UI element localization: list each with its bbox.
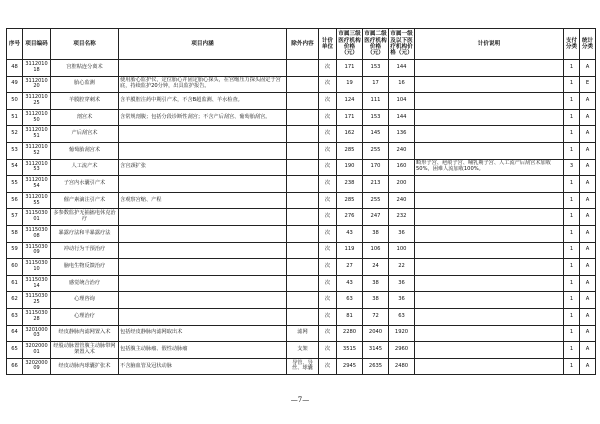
cell-stat-class: E (580, 76, 596, 93)
cell-note (415, 242, 564, 259)
cell-pay-class: 3 (564, 159, 580, 176)
price-table (6, 28, 596, 375)
cell-price-tier3: 171 (337, 109, 363, 126)
cell-price-tier1: 36 (389, 225, 415, 242)
cell-seq: 62 (7, 292, 23, 309)
cell-content (119, 60, 287, 77)
cell-stat-class: A (580, 275, 596, 292)
cell-stat-class: A (580, 60, 596, 77)
cell-price-tier3: 162 (337, 126, 363, 143)
cell-code: 311201025 (23, 93, 51, 110)
cell-excluded (287, 308, 319, 325)
cell-note (415, 109, 564, 126)
header-row (7, 29, 596, 60)
cell-price-tier1: 160 (389, 159, 415, 176)
cell-note (415, 176, 564, 193)
cell-price-tier3: 190 (337, 159, 363, 176)
cell-pay-class: 1 (564, 192, 580, 209)
cell-code: 311503009 (23, 242, 51, 259)
cell-stat-class: A (580, 259, 596, 276)
cell-price-tier1: 1920 (389, 325, 415, 342)
cell-stat-class: A (580, 192, 596, 209)
cell-name: 心理治疗 (51, 308, 119, 325)
cell-code: 311201053 (23, 159, 51, 176)
cell-note (415, 93, 564, 110)
cell-price-tier3: 124 (337, 93, 363, 110)
cell-note (415, 342, 564, 359)
cell-price-tier2: 2040 (363, 325, 389, 342)
cell-excluded (287, 209, 319, 226)
cell-unit: 次 (319, 325, 337, 342)
cell-excluded (287, 259, 319, 276)
cell-pay-class: 1 (564, 292, 580, 309)
cell-stat-class: A (580, 93, 596, 110)
table-row (7, 242, 596, 259)
cell-price-tier2: 153 (363, 60, 389, 77)
cell-note (415, 76, 564, 93)
cell-price-tier1: 100 (389, 242, 415, 259)
cell-excluded (287, 76, 319, 93)
cell-name: 经股动脉置管腹主动脉带网架置入术 (51, 342, 119, 359)
cell-price-tier1: 2480 (389, 358, 415, 375)
cell-price-tier2: 38 (363, 225, 389, 242)
cell-name: 催产素滴注引产术 (51, 192, 119, 209)
table-row (7, 93, 596, 110)
cell-price-tier3: 276 (337, 209, 363, 226)
cell-content: 包括腹主动脉瘤、假性动脉瘤 (119, 342, 287, 359)
cell-price-tier3: 2280 (337, 325, 363, 342)
cell-price-tier2: 247 (363, 209, 389, 226)
header-price-tier3: 市属三级医疗机构价格（元） (337, 29, 363, 60)
cell-unit: 次 (319, 126, 337, 143)
cell-price-tier1: 63 (389, 308, 415, 325)
cell-excluded (287, 109, 319, 126)
cell-price-tier2: 213 (363, 176, 389, 193)
header-seq: 序号 (7, 29, 23, 60)
table-row (7, 176, 596, 193)
cell-note (415, 259, 564, 276)
cell-seq: 56 (7, 192, 23, 209)
header-stat-class: 统计分类 (580, 29, 596, 60)
cell-price-tier1: 2960 (389, 342, 415, 359)
cell-price-tier2: 255 (363, 192, 389, 209)
cell-name: 人工流产术 (51, 159, 119, 176)
cell-name: 产后刮宫术 (51, 126, 119, 143)
header-pay-class: 支付分类 (564, 29, 580, 60)
cell-content (119, 242, 287, 259)
cell-pay-class: 1 (564, 358, 580, 375)
cell-content (119, 209, 287, 226)
cell-unit: 次 (319, 342, 337, 359)
cell-code: 311201054 (23, 176, 51, 193)
cell-pay-class: 1 (564, 275, 580, 292)
cell-stat-class: A (580, 126, 596, 143)
cell-pay-class: 1 (564, 176, 580, 193)
cell-price-tier1: 16 (389, 76, 415, 93)
cell-code: 311503028 (23, 308, 51, 325)
cell-content: 不含脑血管及冠状动脉 (119, 358, 287, 375)
table-row (7, 142, 596, 159)
table-row (7, 225, 596, 242)
cell-price-tier2: 170 (363, 159, 389, 176)
cell-seq: 48 (7, 60, 23, 77)
table-row (7, 159, 596, 176)
cell-code: 311503014 (23, 275, 51, 292)
cell-note (415, 325, 564, 342)
cell-pay-class: 1 (564, 76, 580, 93)
cell-code: 311201020 (23, 76, 51, 93)
cell-name: 多参数监护无抽搐电休克治疗 (51, 209, 119, 226)
cell-stat-class: A (580, 159, 596, 176)
cell-content (119, 292, 287, 309)
cell-seq: 58 (7, 225, 23, 242)
table-row (7, 358, 596, 375)
cell-unit: 次 (319, 275, 337, 292)
cell-name: 脑电生物反馈治疗 (51, 259, 119, 276)
cell-seq: 52 (7, 126, 23, 143)
cell-note (415, 209, 564, 226)
cell-seq: 51 (7, 109, 23, 126)
cell-excluded (287, 242, 319, 259)
cell-excluded (287, 159, 319, 176)
cell-name: 子宫内水囊引产术 (51, 176, 119, 193)
cell-content (119, 259, 287, 276)
cell-unit: 次 (319, 192, 337, 209)
cell-price-tier3: 81 (337, 308, 363, 325)
cell-name: 经皮静脉内滤网置入术 (51, 325, 119, 342)
cell-price-tier2: 17 (363, 76, 389, 93)
cell-note (415, 308, 564, 325)
cell-stat-class: A (580, 242, 596, 259)
cell-seq: 55 (7, 176, 23, 193)
cell-price-tier1: 136 (389, 126, 415, 143)
cell-code: 311201051 (23, 126, 51, 143)
cell-pay-class: 1 (564, 93, 580, 110)
cell-excluded: 滤网 (287, 325, 319, 342)
cell-seq: 57 (7, 209, 23, 226)
cell-price-tier2: 24 (363, 259, 389, 276)
cell-pay-class: 1 (564, 60, 580, 77)
cell-price-tier2: 106 (363, 242, 389, 259)
cell-note (415, 292, 564, 309)
cell-stat-class: A (580, 176, 596, 193)
page-number: —7— (290, 396, 310, 404)
cell-price-tier1: 232 (389, 209, 415, 226)
cell-content: 含常规剖腹；包括分段诊断性刮宫；不含产后刮宫、葡萄胎刮宫。 (119, 109, 287, 126)
cell-name: 冲动行为干预治疗 (51, 242, 119, 259)
cell-unit: 次 (319, 60, 337, 77)
cell-unit: 次 (319, 225, 337, 242)
cell-stat-class: A (580, 292, 596, 309)
header-code: 项目编码 (23, 29, 51, 60)
cell-seq: 49 (7, 76, 23, 93)
cell-code: 320200001 (23, 342, 51, 359)
cell-pay-class: 1 (564, 109, 580, 126)
cell-excluded (287, 176, 319, 193)
cell-pay-class: 1 (564, 209, 580, 226)
cell-content (119, 176, 287, 193)
cell-name: 心理咨询 (51, 292, 119, 309)
cell-seq: 66 (7, 358, 23, 375)
cell-content (119, 225, 287, 242)
table-row (7, 126, 596, 143)
cell-pay-class: 1 (564, 259, 580, 276)
cell-name: 感觉统合治疗 (51, 275, 119, 292)
table-row (7, 76, 596, 93)
cell-seq: 53 (7, 142, 23, 159)
cell-price-tier3: 19 (337, 76, 363, 93)
cell-unit: 次 (319, 242, 337, 259)
cell-stat-class: A (580, 142, 596, 159)
cell-content: 含羊膜腔注药中期引产术，不含B超监测、羊水检查。 (119, 93, 287, 110)
cell-content: 含宫颈扩张 (119, 159, 287, 176)
cell-note: 畸形子宫、疤痕子宫、哺乳期子宫、人工流产后刮宫术加收50%，困难人流加收100%。 (415, 159, 564, 176)
cell-price-tier3: 171 (337, 60, 363, 77)
cell-price-tier2: 111 (363, 93, 389, 110)
cell-unit: 次 (319, 109, 337, 126)
cell-name: 剖宫术 (51, 109, 119, 126)
header-note: 计价说明 (415, 29, 564, 60)
cell-seq: 60 (7, 259, 23, 276)
cell-unit: 次 (319, 209, 337, 226)
cell-stat-class: A (580, 325, 596, 342)
cell-content: 包括经皮静脉内滤网取出术 (119, 325, 287, 342)
cell-excluded (287, 225, 319, 242)
cell-excluded: 支架 (287, 342, 319, 359)
cell-note (415, 275, 564, 292)
cell-price-tier1: 104 (389, 93, 415, 110)
cell-code: 311503010 (23, 259, 51, 276)
cell-price-tier3: 2945 (337, 358, 363, 375)
cell-content: 使用胎心监护仪，定位胎心并固定胎心探头，在宫缩压力探头固定于宫底，持续监护20分钟，出具监护报告。 (119, 76, 287, 93)
cell-unit: 次 (319, 76, 337, 93)
cell-price-tier1: 36 (389, 292, 415, 309)
cell-price-tier3: 3515 (337, 342, 363, 359)
cell-unit: 次 (319, 93, 337, 110)
cell-note (415, 225, 564, 242)
header-unit: 计价单位 (319, 29, 337, 60)
cell-name: 羊膜腔穿刺术 (51, 93, 119, 110)
cell-note (415, 142, 564, 159)
cell-price-tier2: 145 (363, 126, 389, 143)
cell-price-tier1: 240 (389, 142, 415, 159)
cell-price-tier1: 240 (389, 192, 415, 209)
cell-price-tier1: 22 (389, 259, 415, 276)
table-row (7, 209, 596, 226)
cell-code: 311201055 (23, 192, 51, 209)
cell-price-tier3: 63 (337, 292, 363, 309)
cell-name: 宫腔粘连分离术 (51, 60, 119, 77)
cell-note (415, 358, 564, 375)
cell-excluded: 导管、导丝、球囊 (287, 358, 319, 375)
cell-seq: 54 (7, 159, 23, 176)
cell-excluded (287, 60, 319, 77)
cell-stat-class: A (580, 358, 596, 375)
cell-code: 311201018 (23, 60, 51, 77)
cell-excluded (287, 192, 319, 209)
cell-price-tier2: 2635 (363, 358, 389, 375)
cell-note (415, 60, 564, 77)
cell-code: 311201052 (23, 142, 51, 159)
cell-pay-class: 1 (564, 126, 580, 143)
cell-pay-class: 1 (564, 242, 580, 259)
cell-pay-class: 1 (564, 225, 580, 242)
table-row (7, 308, 596, 325)
cell-price-tier1: 36 (389, 275, 415, 292)
cell-unit: 次 (319, 292, 337, 309)
cell-unit: 次 (319, 358, 337, 375)
cell-price-tier3: 119 (337, 242, 363, 259)
cell-note (415, 192, 564, 209)
cell-price-tier1: 200 (389, 176, 415, 193)
header-price-tier1: 市属一级及以下医疗机构价格（元） (389, 29, 415, 60)
cell-unit: 次 (319, 159, 337, 176)
cell-price-tier2: 3145 (363, 342, 389, 359)
cell-code: 311503001 (23, 209, 51, 226)
table-row (7, 342, 596, 359)
cell-unit: 次 (319, 176, 337, 193)
table-row (7, 325, 596, 342)
header-name: 项目名称 (51, 29, 119, 60)
cell-price-tier2: 255 (363, 142, 389, 159)
cell-unit: 次 (319, 259, 337, 276)
cell-excluded (287, 275, 319, 292)
cell-pay-class: 1 (564, 325, 580, 342)
cell-code: 311201050 (23, 109, 51, 126)
cell-pay-class: 1 (564, 342, 580, 359)
cell-price-tier1: 144 (389, 60, 415, 77)
cell-price-tier3: 43 (337, 225, 363, 242)
cell-code: 320200009 (23, 358, 51, 375)
table-row (7, 292, 596, 309)
cell-stat-class: A (580, 209, 596, 226)
cell-seq: 65 (7, 342, 23, 359)
cell-seq: 63 (7, 308, 23, 325)
cell-stat-class: A (580, 308, 596, 325)
cell-price-tier2: 153 (363, 109, 389, 126)
cell-code: 311503008 (23, 225, 51, 242)
cell-content: 含观察宫缩、产程 (119, 192, 287, 209)
cell-price-tier3: 43 (337, 275, 363, 292)
cell-code: 320100003 (23, 325, 51, 342)
cell-stat-class: A (580, 109, 596, 126)
cell-price-tier2: 38 (363, 275, 389, 292)
cell-content (119, 142, 287, 159)
cell-price-tier3: 285 (337, 192, 363, 209)
cell-code: 311503025 (23, 292, 51, 309)
cell-content (119, 275, 287, 292)
cell-unit: 次 (319, 308, 337, 325)
cell-seq: 64 (7, 325, 23, 342)
table-row (7, 109, 596, 126)
cell-price-tier1: 144 (389, 109, 415, 126)
cell-seq: 59 (7, 242, 23, 259)
cell-seq: 50 (7, 93, 23, 110)
header-content: 项目内涵 (119, 29, 287, 60)
cell-note (415, 126, 564, 143)
cell-excluded (287, 93, 319, 110)
cell-name: 葡萄胎刮宫术 (51, 142, 119, 159)
cell-price-tier3: 27 (337, 259, 363, 276)
table-row (7, 275, 596, 292)
cell-excluded (287, 292, 319, 309)
cell-price-tier2: 38 (363, 292, 389, 309)
cell-price-tier2: 72 (363, 308, 389, 325)
cell-pay-class: 1 (564, 142, 580, 159)
cell-price-tier3: 285 (337, 142, 363, 159)
cell-pay-class: 1 (564, 308, 580, 325)
cell-excluded (287, 126, 319, 143)
table-row (7, 60, 596, 77)
header-excluded: 除外内容 (287, 29, 319, 60)
table-row (7, 192, 596, 209)
cell-name: 胎心监测 (51, 76, 119, 93)
cell-content (119, 308, 287, 325)
cell-unit: 次 (319, 142, 337, 159)
cell-name: 暴露疗法和半暴露疗法 (51, 225, 119, 242)
table-row (7, 259, 596, 276)
cell-stat-class: A (580, 225, 596, 242)
cell-name: 经皮动脉内球囊扩张术 (51, 358, 119, 375)
cell-price-tier3: 238 (337, 176, 363, 193)
cell-seq: 61 (7, 275, 23, 292)
cell-content (119, 126, 287, 143)
cell-stat-class: A (580, 342, 596, 359)
cell-excluded (287, 142, 319, 159)
header-price-tier2: 市属二级医疗机构价格（元） (363, 29, 389, 60)
